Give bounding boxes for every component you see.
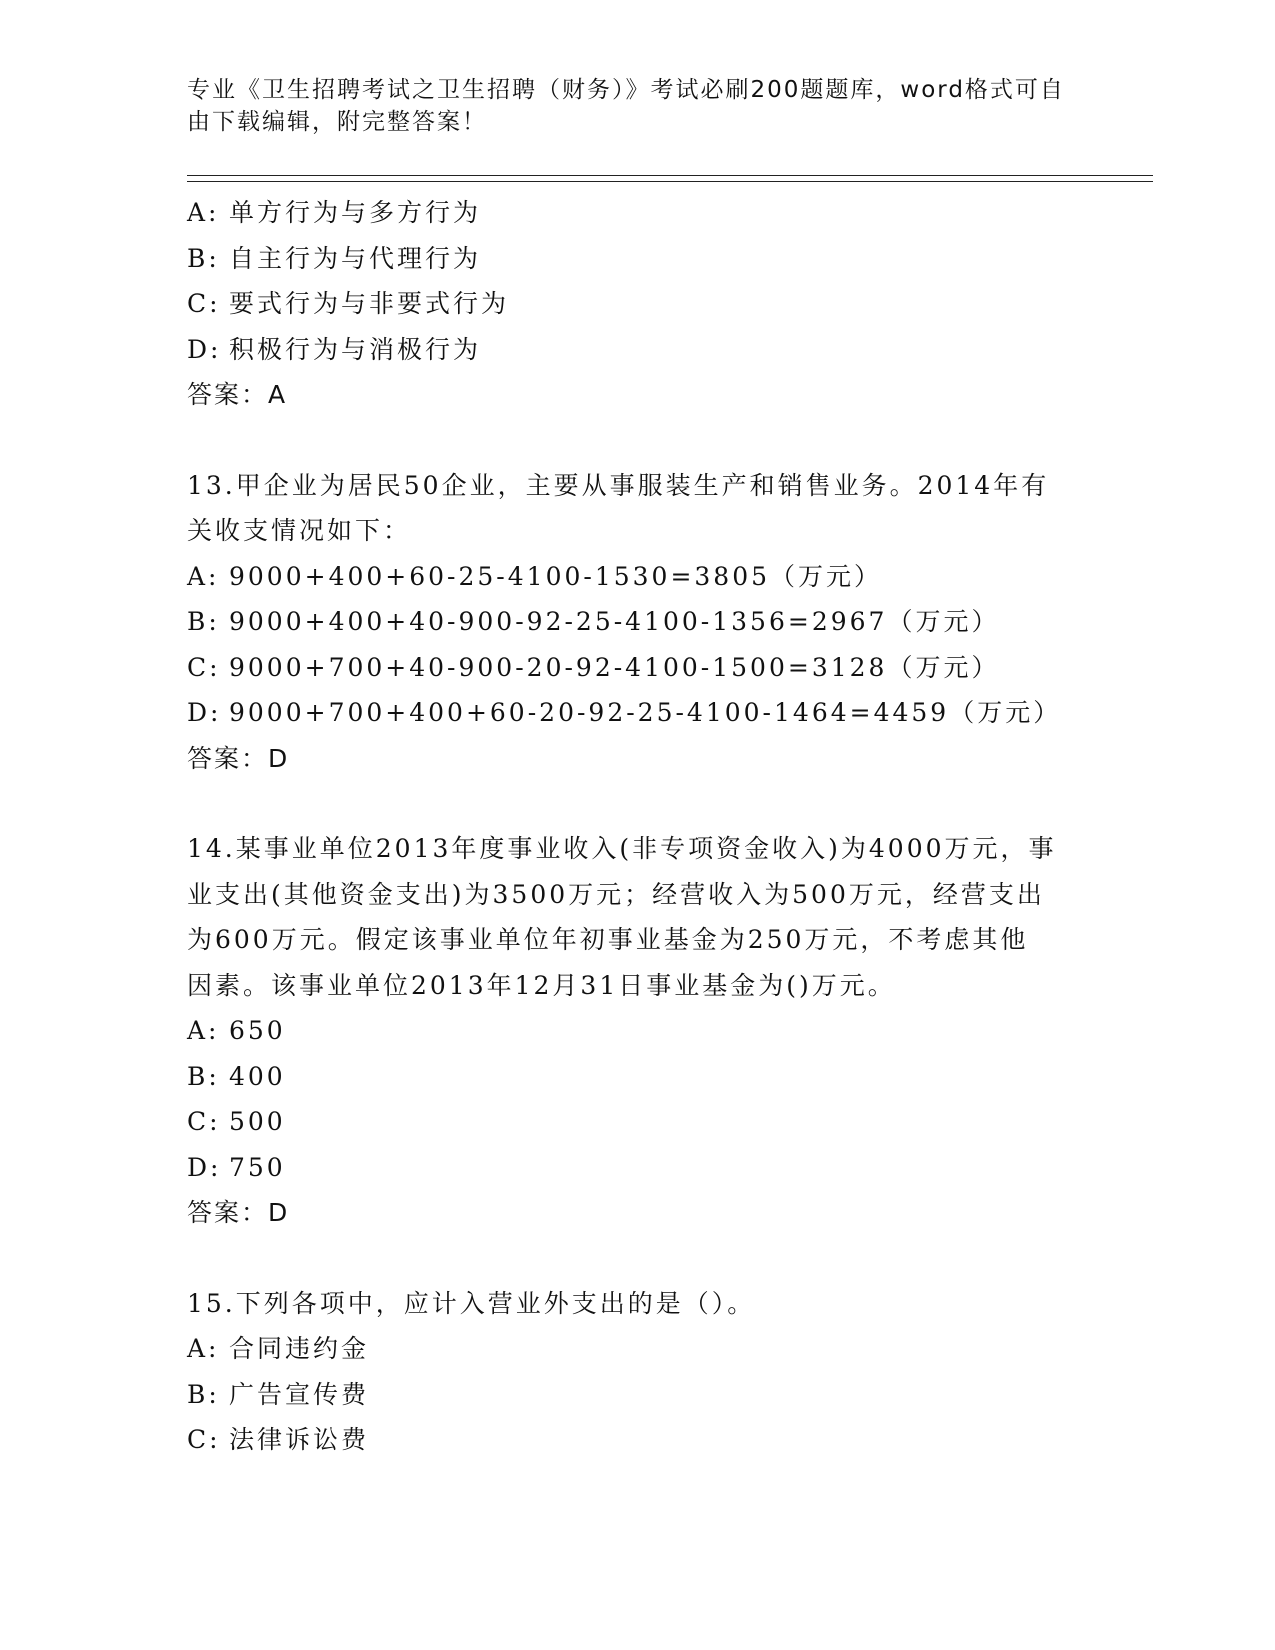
option-text: 单方行为与多方行为 (229, 198, 482, 227)
option-text: 500 (229, 1107, 286, 1136)
option-letter: C: (187, 289, 221, 318)
question-15 (187, 1281, 1087, 1463)
option-d (187, 690, 1087, 736)
header-line-2: 由下载编辑，附完整答案！ (187, 109, 487, 135)
option-text: 自主行为与代理行为 (229, 243, 482, 273)
option-text: 400 (229, 1061, 286, 1091)
answer-line: 答案：A (187, 380, 288, 409)
option-letter: A: (187, 198, 220, 227)
option-text: 要式行为与非要式行为 (229, 289, 510, 318)
option-letter: B: (187, 607, 220, 636)
spacer (187, 781, 1087, 826)
spacer (187, 1236, 1087, 1281)
option-text: 法律诉讼费 (229, 1425, 370, 1454)
option-text: 650 (229, 1016, 286, 1045)
option-letter: C: (187, 1107, 221, 1136)
header-line-1: 专业《卫生招聘考试之卫生招聘（财务）》考试必刷200题题库，word格式可自 (187, 77, 1065, 103)
answer-line: 答案：D (187, 1198, 290, 1227)
option-letter: C: (187, 652, 221, 682)
option-text: 广告宣传费 (229, 1379, 370, 1409)
option-d (187, 1145, 1087, 1191)
option-text: 9000+400+40-900-92-25-4100-1356=2967（万元） (229, 607, 1000, 636)
question-14 (187, 826, 1087, 1236)
stem-line: 15.下列各项中，应计入营业外支出的是（）。 (187, 1288, 756, 1318)
option-letter: B: (187, 243, 220, 273)
option-d (187, 327, 1087, 373)
option-letter: A: (187, 561, 220, 591)
question-stem (187, 1281, 1067, 1327)
answer-line: 答案：D (187, 743, 290, 773)
stem-line: 因素。该事业单位2013年12月31日事业基金为()万元。 (187, 970, 896, 1000)
option-b (187, 236, 1087, 282)
option-letter: A: (187, 1016, 220, 1045)
option-letter: B: (187, 1061, 220, 1091)
option-a (187, 1008, 1087, 1054)
header-divider-bottom (187, 181, 1153, 182)
option-text: 750 (229, 1152, 286, 1182)
option-c (187, 1099, 1087, 1145)
stem-line: 13.甲企业为居民50企业，主要从事服装生产和销售业务。2014年有 (187, 470, 1050, 500)
question-13 (187, 463, 1087, 782)
option-text: 9000+700+400+60-20-92-25-4100-1464=4459（万元） (229, 698, 1062, 727)
option-b (187, 1054, 1087, 1100)
option-letter: D: (187, 334, 222, 364)
option-letter: D: (187, 1152, 222, 1182)
option-letter: B: (187, 1379, 220, 1409)
spacer (187, 418, 1087, 463)
option-letter: C: (187, 1425, 221, 1454)
option-a (187, 1326, 1087, 1372)
option-letter: A: (187, 1334, 220, 1363)
document-header (187, 74, 1067, 138)
question-stem (187, 826, 1067, 1008)
option-c (187, 281, 1087, 327)
question-list (187, 190, 1087, 1463)
option-text: 9000+400+60-25-4100-1530=3805（万元） (229, 561, 883, 591)
stem-line: 业支出(其他资金支出)为3500万元；经营收入为500万元，经营支出 (187, 879, 1045, 909)
option-c (187, 645, 1087, 691)
option-a (187, 554, 1087, 600)
header-divider-top (187, 175, 1153, 176)
option-letter: D: (187, 698, 222, 727)
option-b (187, 1372, 1087, 1418)
stem-line: 14.某事业单位2013年度事业收入(非专项资金收入)为4000万元，事 (187, 834, 1057, 863)
option-b (187, 599, 1087, 645)
option-text: 9000+700+40-900-20-92-4100-1500=3128（万元） (229, 652, 1000, 682)
option-a (187, 190, 1087, 236)
stem-line: 为600万元。假定该事业单位年初事业基金为250万元，不考虑其他 (187, 925, 1029, 954)
option-text: 积极行为与消极行为 (229, 334, 482, 364)
option-text: 合同违约金 (229, 1334, 370, 1363)
stem-line: 关收支情况如下： (187, 516, 412, 545)
question-12 (187, 190, 1087, 418)
option-c (187, 1417, 1087, 1463)
question-stem (187, 463, 1067, 554)
